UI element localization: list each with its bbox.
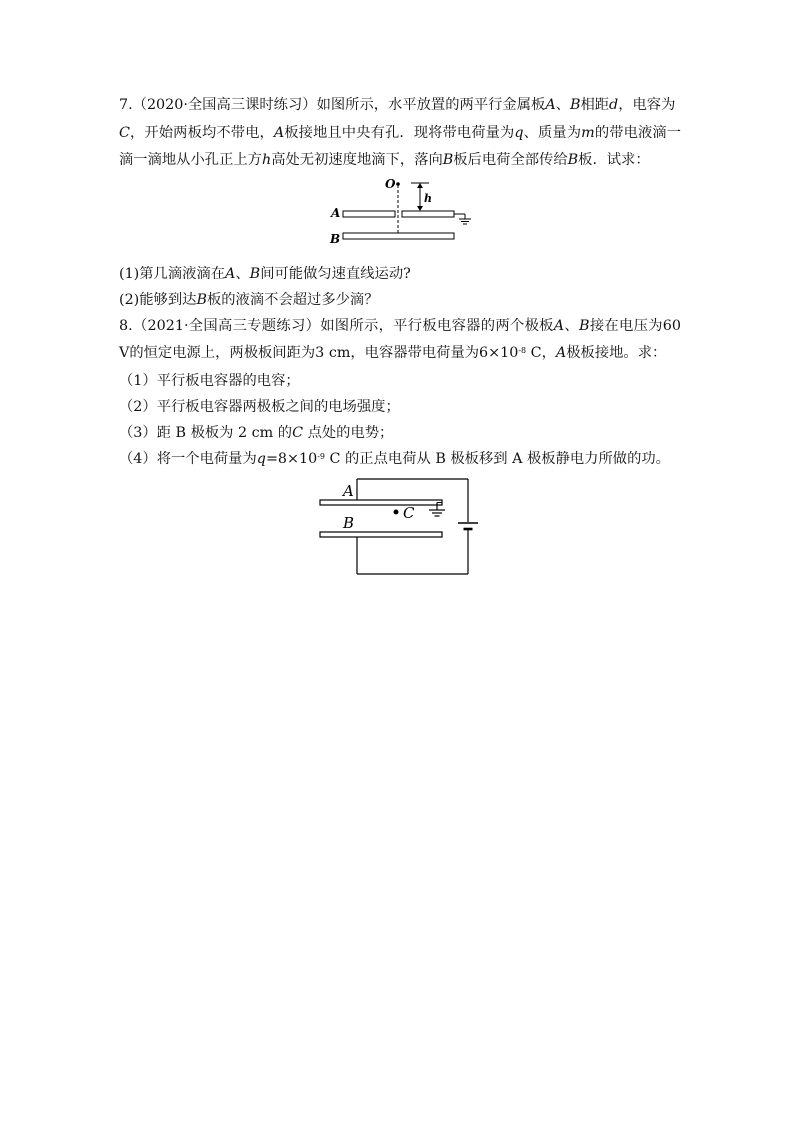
plate-B	[343, 233, 454, 239]
question-8	[119, 313, 681, 598]
point-C	[394, 509, 399, 514]
label-B: B	[343, 513, 355, 532]
label-C: C	[403, 503, 415, 522]
question-8-part-2: （2）平行板电容器两极板之间的电场强度；	[119, 398, 400, 415]
document-content	[119, 92, 681, 598]
label-A: A	[331, 205, 341, 220]
question-8-text: 8.（2021·全国高三专题练习）如图所示，平行板电容器的两个极板A、B接在电压为60 V的恒定电源上，两极板间距为3 cm，电容器带电荷量为$6\times 10^{-8}$ C，A极板接地。求：	[119, 317, 682, 361]
plate-A-right	[402, 211, 454, 217]
question-number: 7.	[119, 97, 133, 113]
question-7-part-2: (2)能够到达B板的液滴不会超过多少滴？	[119, 291, 379, 308]
label-B: B	[330, 231, 341, 246]
question-7-part-1: (1)第几滴液滴在A、B间可能做匀速直线运动?	[119, 265, 411, 282]
question-8-part-3: （3）距 B 极板为 2 cm 的C 点处的电势；	[119, 424, 394, 441]
question-7-text: 7.（2020·全国高三课时练习）如图所示，水平放置的两平行金属板A、B相距d，电容为 C，开始两板均不带电，A板接地且中央有孔．现将带电荷量为q、质量为m的带电液滴一滴一滴地从小孔正上方h高处无初速度地滴下，落向B板后电荷全部传给B板．试求：	[119, 97, 682, 168]
capacitor-drop-figure	[119, 175, 681, 261]
plate-A-left	[343, 211, 395, 217]
arrow-up-icon	[417, 183, 423, 188]
plate-A	[320, 500, 442, 505]
question-8-part-1: （1）平行板电容器的电容；	[119, 372, 300, 389]
plate-B	[320, 532, 442, 537]
question-7	[119, 92, 681, 313]
capacitor-circuit-figure	[119, 478, 681, 598]
question-8-part-4: （4）将一个电荷量为$q=8\times 10^{-9}$ C 的正点电荷从 B 极板移到 A 极板静电力所做的功。	[119, 450, 670, 467]
question-number: 8.	[119, 317, 133, 334]
arrow-down-icon	[417, 206, 423, 211]
label-A: A	[343, 481, 354, 500]
label-O: O	[385, 176, 396, 191]
label-h: h	[424, 191, 432, 205]
